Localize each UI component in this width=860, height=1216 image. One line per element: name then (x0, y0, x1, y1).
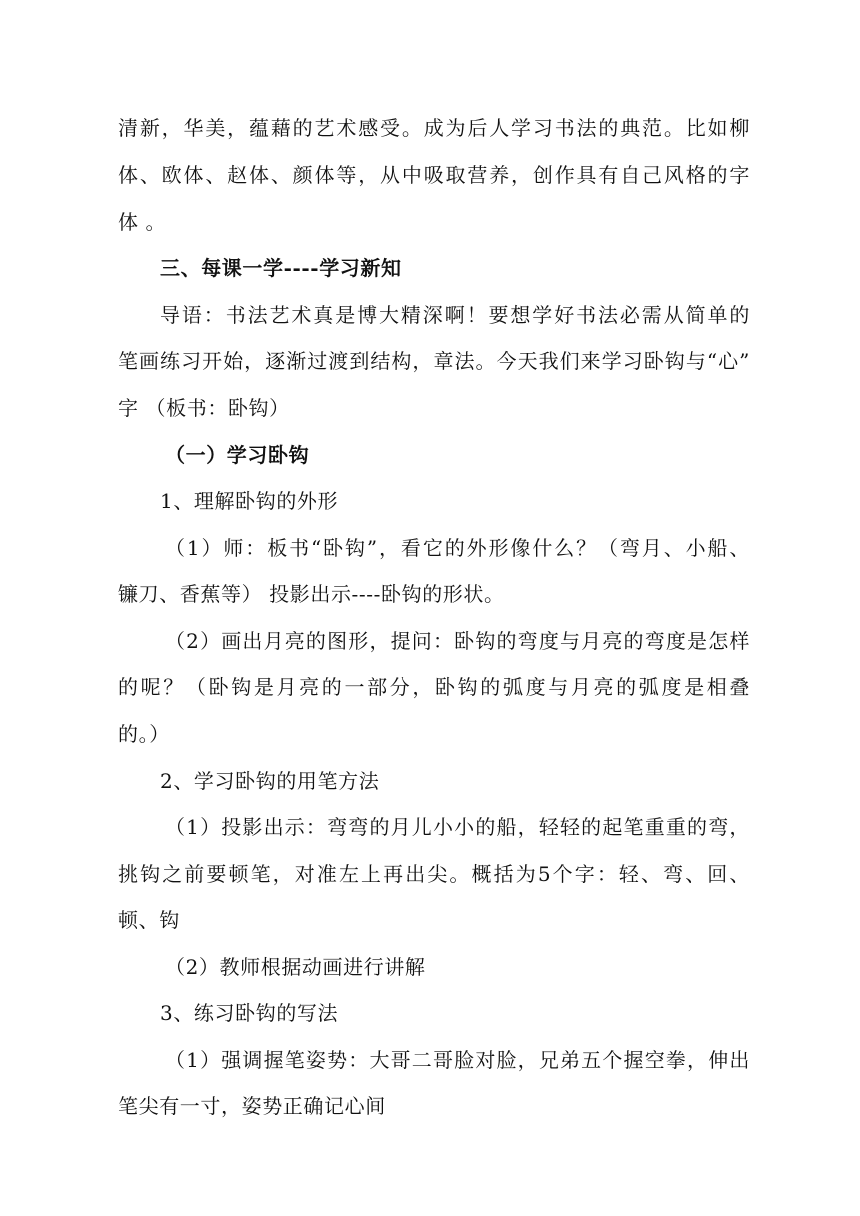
paragraph-line: 笔尖有一寸，姿势正确记心间 (118, 1094, 386, 1118)
section-heading: 三、每课一学----学习新知 (160, 256, 402, 280)
paragraph-line: 挑钩之前要顿笔，对准左上再出尖。概括为5个字：轻、弯、回、 (118, 862, 750, 886)
paragraph-line: 体、欧体、赵体、颜体等，从中吸取营养，创作具有自己风格的字 (118, 163, 750, 187)
paragraph-line: 顿、钩 (118, 908, 180, 932)
paragraph-line: （1）强调握笔姿势：大哥二哥脸对脸，兄弟五个握空拳，伸出 (165, 1048, 750, 1072)
paragraph-line: 体 。 (118, 210, 167, 234)
paragraph-line: 导语：书法艺术真是博大精深啊！要想学好书法必需从简单的 (160, 303, 750, 327)
subsection-heading: （一）学习卧钩 (165, 443, 310, 467)
paragraph-line: 镰刀、香蕉等） 投影出示----卧钩的形状。 (118, 582, 505, 606)
paragraph-line: 的。） (118, 722, 170, 746)
paragraph-line: 清新，华美，蕴藉的艺术感受。成为后人学习书法的典范。比如柳 (118, 116, 750, 140)
paragraph-line: （2）教师根据动画进行讲解 (165, 955, 426, 979)
paragraph-line: 字 （板书：卧钩） (118, 396, 290, 420)
paragraph-line: （2）画出月亮的图形，提问：卧钩的弯度与月亮的弯度是怎样 (165, 629, 750, 653)
paragraph-line: 笔画练习开始，逐渐过渡到结构，章法。今天我们来学习卧钩与“心” (118, 349, 750, 373)
paragraph-line: （1）投影出示：弯弯的月儿小小的船，轻轻的起笔重重的弯， (165, 815, 750, 839)
paragraph-line: 的呢？（卧钩是月亮的一部分，卧钩的弧度与月亮的弧度是相叠 (118, 675, 750, 699)
list-item-heading: 1、理解卧钩的外形 (160, 489, 339, 513)
list-item-heading: 3、练习卧钩的写法 (160, 1001, 339, 1025)
list-item-heading: 2、学习卧钩的用笔方法 (160, 769, 380, 793)
paragraph-line: （1）师：板书“卧钩”，看它的外形像什么？（弯月、小船、 (165, 536, 750, 560)
